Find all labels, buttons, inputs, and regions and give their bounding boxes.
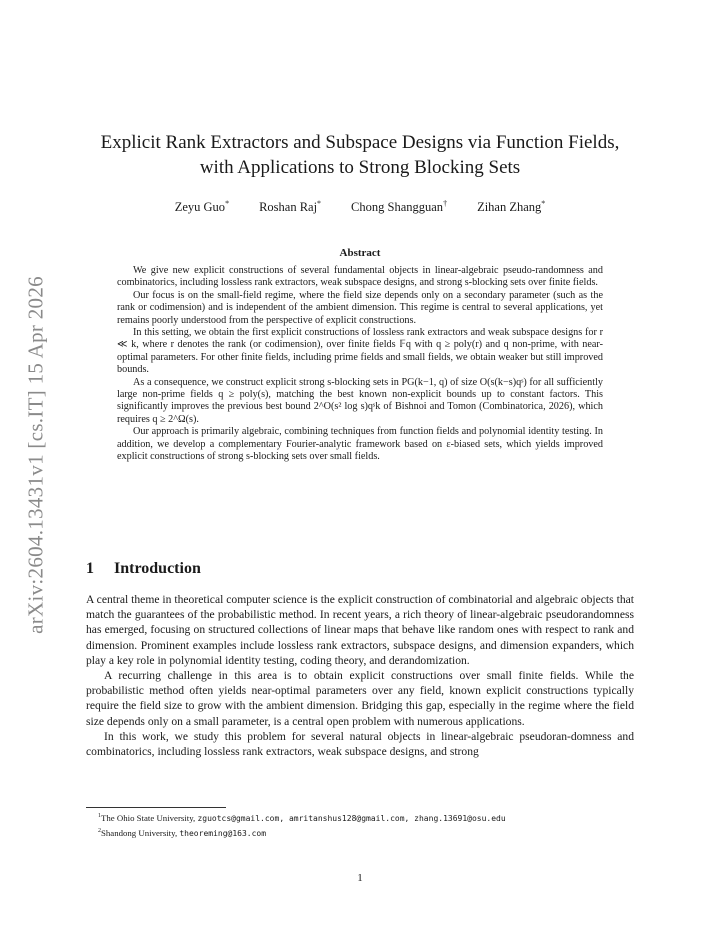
footnotes	[98, 810, 638, 840]
author: Zeyu Guo*	[174, 199, 230, 215]
abstract-paragraph: In this setting, we obtain the first explicit constructions of lossless rank extractors and weak subspace designs for r ≪ k, where r denotes the rank (or codimension), over finite fields 𝔽q with q ≥ poly(r) and q non-prime, with near-optimal parameters. For other finite fields, including prime fields and small fields, we obtain weaker but still improved bounds.	[117, 327, 603, 376]
footnote: $^2$Shandong University, theoreming@163.com	[98, 827, 267, 838]
arxiv-identifier: arXiv:2604.13431v1 [cs.IT] 15 Apr 2026	[23, 276, 48, 634]
author-list	[90, 199, 630, 215]
body-paragraph: A recurring challenge in this area is to obtain explicit constructions over small finite fields. While the probabilistic method often yields near-optimal parameters over any field, known explicit constructions typically require the field size to grow with the ambient dimension. Bridging this gap, especially in the regime where the field size depends only on a small parameter, is a central open problem with numerous applications.	[86, 669, 634, 728]
abstract-paragraph: We give new explicit constructions of several fundamental objects in linear-algebraic pseudo-randomness and combinatorics, including lossless rank extractors, weak subspace designs, and strong s-blocking sets over finite fields.	[117, 265, 603, 289]
author: Zihan Zhang*	[477, 199, 546, 215]
abstract-paragraph: Our approach is primarily algebraic, combining techniques from function fields and polynomial identity testing. In addition, we develop a complementary Fourier-analytic framework based on ε-biased sets, which yields improved explicit constructions of strong s-blocking sets over small fields.	[117, 426, 603, 463]
author: Roshan Raj*	[259, 199, 322, 215]
section-heading	[86, 560, 201, 578]
body-paragraph: A central theme in theoretical computer science is the explicit construction of combinatorial and algebraic objects that match the guarantees of the probabilistic method. In recent years, a rich theory of linear-algebraic pseudorandomness has emerged, focusing on structured collections of linear maps that behave like random ones with respect to rank and dimension. Prominent examples include lossless rank extractors, subspace designs, and dimension expanders, which play a key role in polynomial identity testing, coding theory, and derandomization.	[86, 593, 634, 667]
page-number: 1	[357, 872, 363, 884]
abstract-paragraph: As a consequence, we construct explicit strong s-blocking sets in PG(k−1, q) of size O(s(k−s)qˢ) for all sufficiently large non-prime fields q ≥ poly(s), matching the best known non-explicit bounds up to constant factors. This significantly improves the previous best bound 2^O(s² log s)qˢk of Bishnoi and Tomon (Combinatorica, 2026), which requires q ≥ 2^Ω(s).	[117, 376, 603, 425]
footnote-divider	[86, 807, 226, 808]
abstract-body	[117, 265, 603, 464]
body-paragraph: In this work, we study this problem for several natural objects in linear-algebraic pseudoran-domness and combinatorics, including lossless rank extractors, weak subspace designs, and strong	[86, 729, 634, 759]
abstract-heading: Abstract	[339, 247, 381, 259]
body-text	[86, 592, 634, 759]
footnote: $^1$The Ohio State University, zguotcs@gmail.com, amritanshus128@gmail.com, zhang.13691@osu.edu	[98, 812, 506, 823]
footnote-emails: zguotcs@gmail.com, amritanshus128@gmail.com, zhang.13691@osu.edu	[197, 813, 506, 823]
footnote-emails: theoreming@163.com	[179, 828, 267, 838]
section-title: Introduction	[114, 560, 201, 577]
paper-title: Explicit Rank Extractors and Subspace Designs via Function Fields, with Applications to Strong Blocking Sets	[100, 132, 620, 178]
author: Chong Shangguan†	[351, 199, 448, 215]
abstract-paragraph: Our focus is on the small-field regime, where the field size depends only on a secondary parameter (such as the rank or codimension) and is independent of the ambient dimension. This regime is central to several applications, yet remains poorly understood from the perspective of explicit constructions.	[117, 289, 603, 326]
section-number: 1	[86, 560, 94, 577]
